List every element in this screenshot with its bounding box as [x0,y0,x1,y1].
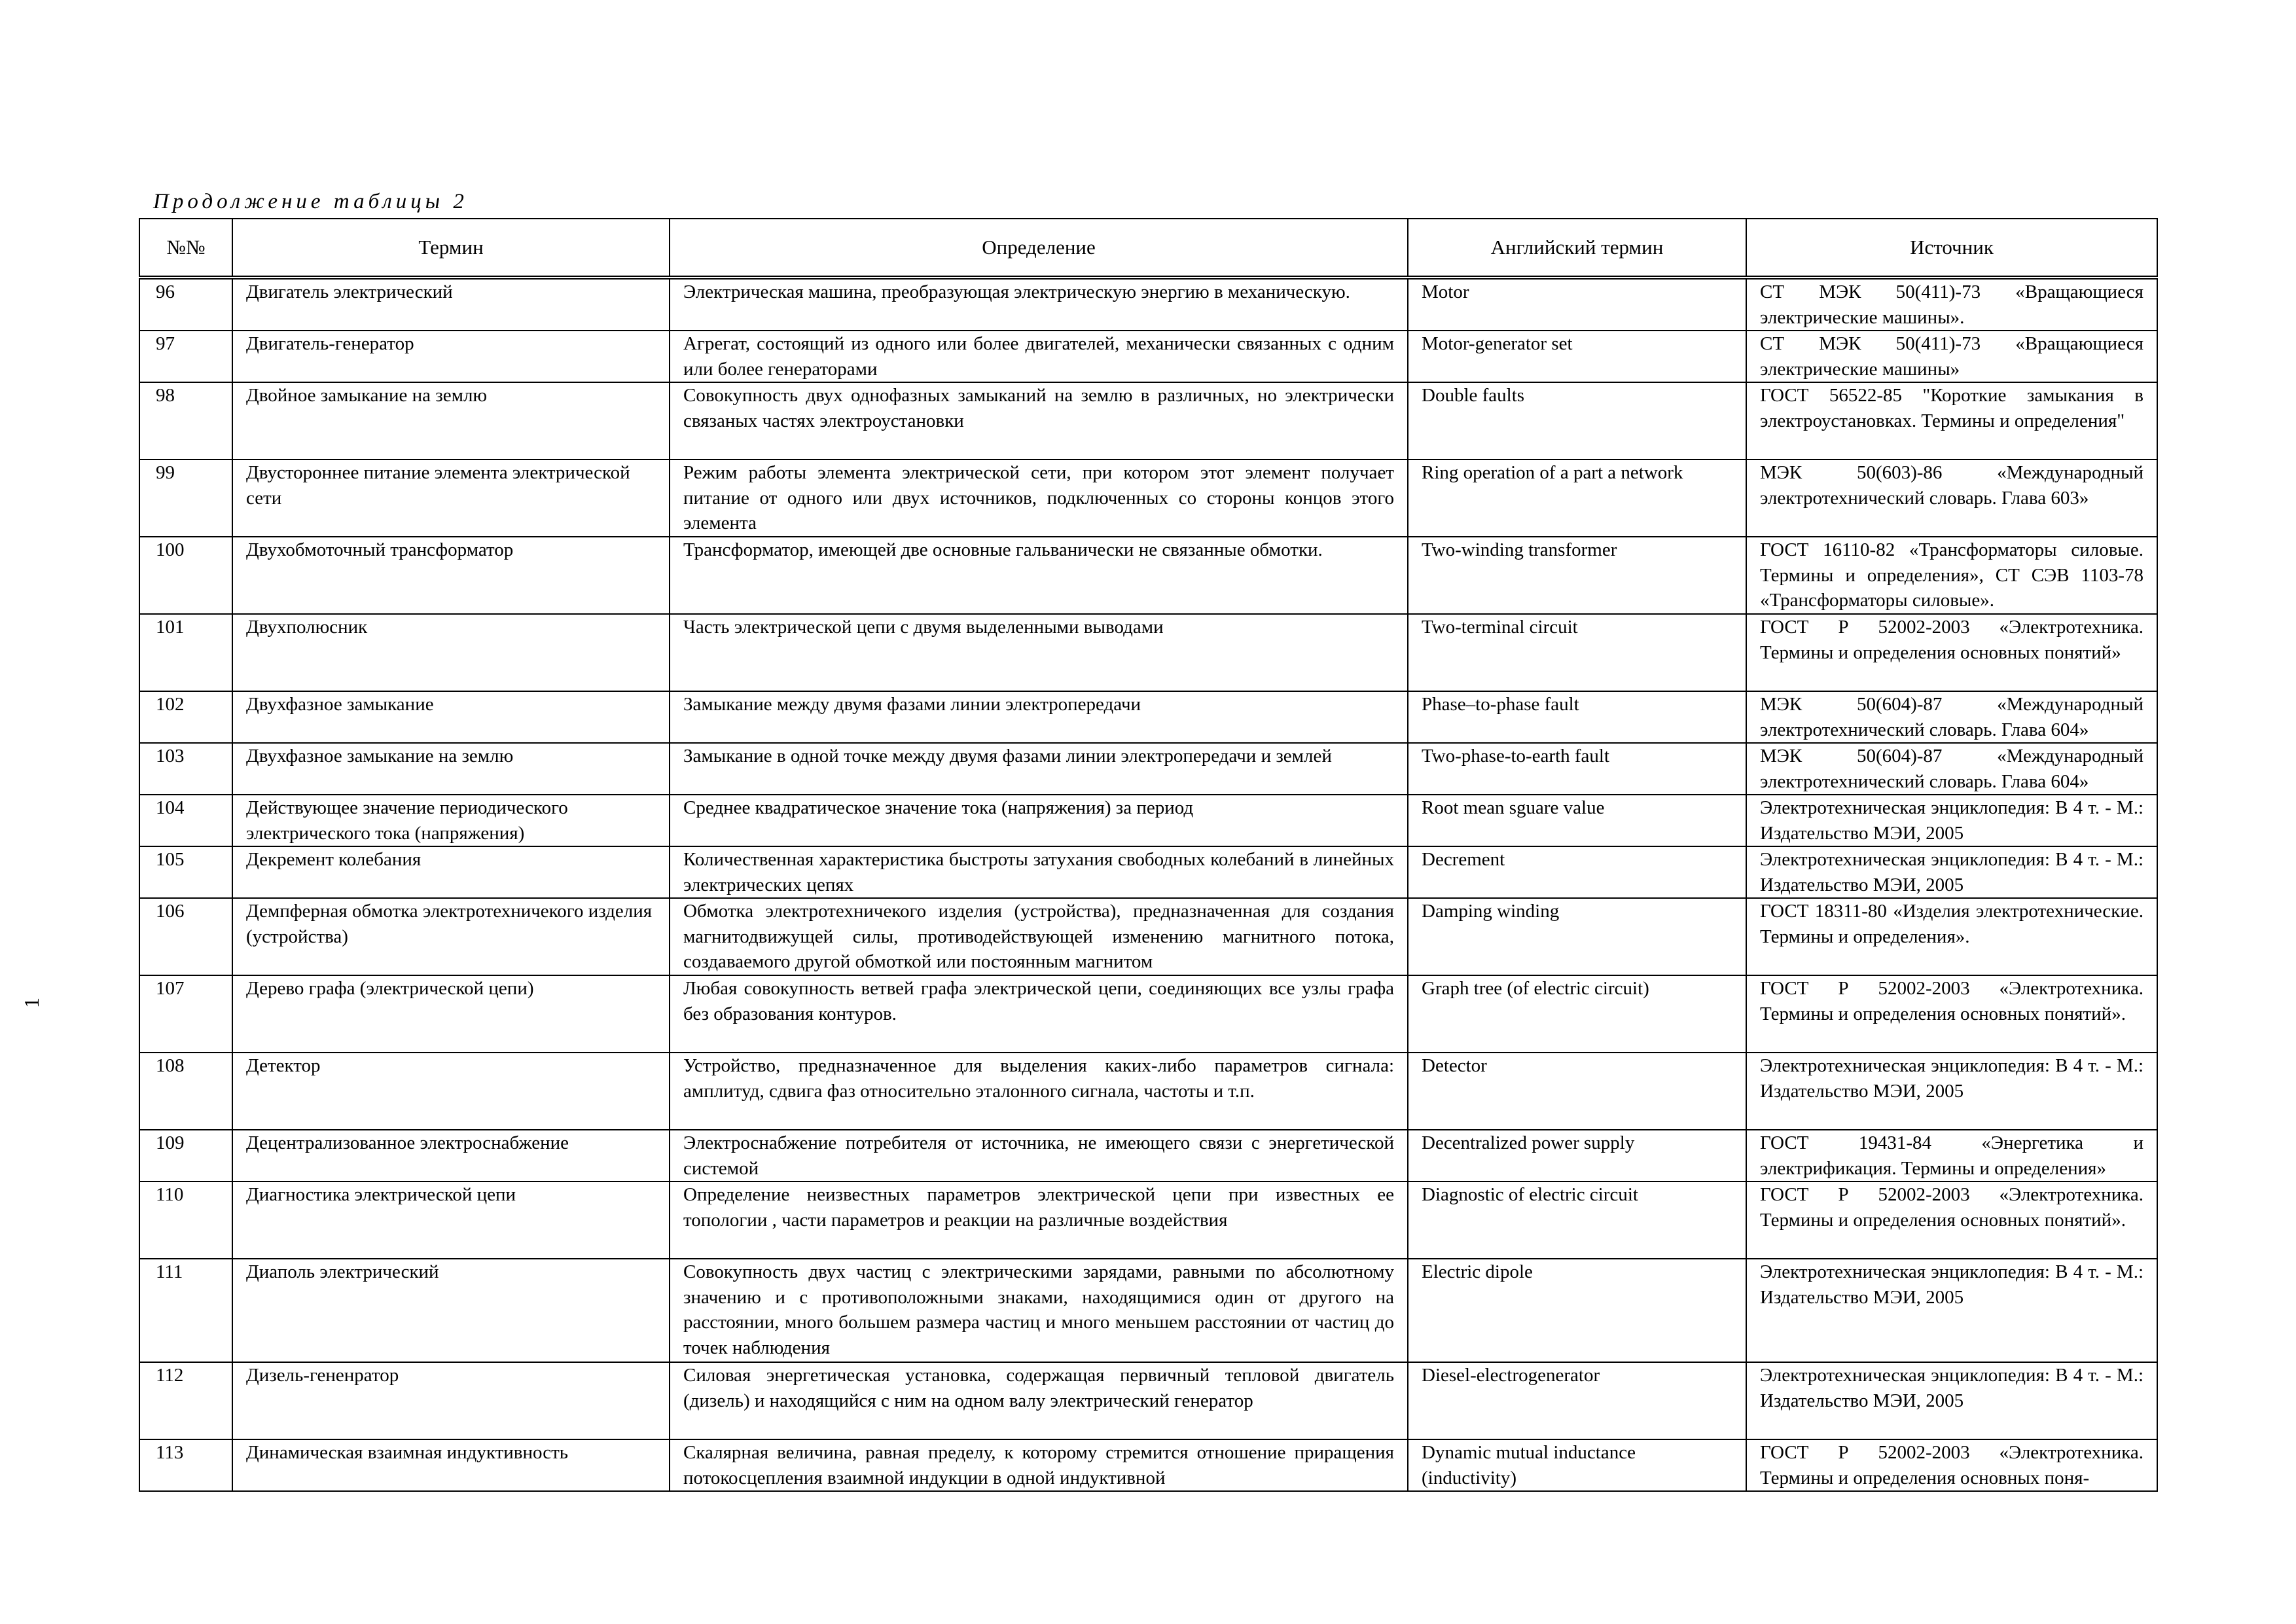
table-body [139,278,2157,1491]
term-cell: Децентрализованное электроснабжение [232,1130,670,1182]
english-term-cell: Diagnostic of electric circuit [1408,1182,1746,1259]
table-row [139,691,2157,743]
row-number-cell: 106 [139,898,232,975]
table-row [139,331,2157,382]
header-english-term: Английский термин [1408,219,1746,278]
term-cell: Детектор [232,1053,670,1130]
table-row [139,382,2157,460]
row-number-cell: 112 [139,1362,232,1439]
table-row [139,460,2157,537]
row-number-cell: 99 [139,460,232,537]
table-row [139,1130,2157,1182]
term-cell: Двухобмоточный трансформатор [232,537,670,614]
source-cell: ГОСТ Р 52002-2003 «Электротехника. Термины и определения основных поня- [1746,1439,2157,1491]
table-caption: Продолжение таблицы 2 [153,190,468,213]
source-cell: ГОСТ Р 52002-2003 «Электротехника. Термины и определения основных понятий». [1746,975,2157,1053]
table-row [139,614,2157,691]
english-term-cell: Root mean sguare value [1408,795,1746,846]
header-term: Термин [232,219,670,278]
term-cell: Диагностика электрической цепи [232,1182,670,1259]
definition-cell: Совокупность двух частиц с электрическими зарядами, равными по абсолютному значению и с противоположными знаками, находящимися один от другого на расстоянии, много большем размера частиц и много меньшем расстоянии от частиц до точек наблюдения [670,1259,1408,1362]
term-cell: Дерево графа (электрической цепи) [232,975,670,1053]
row-number-cell: 97 [139,331,232,382]
source-cell: Электротехническая энциклопедия: В 4 т. - М.: Издательство МЭИ, 2005 [1746,1362,2157,1439]
definition-cell: Устройство, предназначенное для выделения каких-либо параметров сигнала: амплитуд, сдвига фаз относительно эталонного сигнала, частоты и т.п. [670,1053,1408,1130]
term-cell: Двустороннее питание элемента электрической сети [232,460,670,537]
row-number-cell: 111 [139,1259,232,1362]
term-cell: Диаполь электрический [232,1259,670,1362]
row-number-cell: 103 [139,743,232,795]
row-number-cell: 96 [139,278,232,331]
definition-cell: Скалярная величина, равная пределу, к которому стремится отношение приращения потокосцепления взаимной индукции в одной индуктивной [670,1439,1408,1491]
english-term-cell: Two-terminal circuit [1408,614,1746,691]
definition-cell: Любая совокупность ветвей графа электрической цепи, соединяющих все узлы графа без образования контуров. [670,975,1408,1053]
term-cell: Демпферная обмотка электротехничекого изделия (устройства) [232,898,670,975]
english-term-cell: Electric dipole [1408,1259,1746,1362]
term-cell: Двухфазное замыкание [232,691,670,743]
source-cell: ГОСТ 56522-85 "Короткие замыкания в электроустановках. Термины и определения" [1746,382,2157,460]
header-source: Источник [1746,219,2157,278]
definition-cell: Определение неизвестных параметров электрической цепи при известных ее топологии , части параметров и реакции на различные воздействия [670,1182,1408,1259]
english-term-cell: Double faults [1408,382,1746,460]
definition-cell: Количественная характеристика быстроты затухания свободных колебаний в линейных электрических цепях [670,846,1408,898]
table-row [139,898,2157,975]
source-cell: СТ МЭК 50(411)-73 «Вращающиеся электрические машины». [1746,278,2157,331]
english-term-cell: Decrement [1408,846,1746,898]
definition-cell: Силовая энергетическая установка, содержащая первичный тепловой двигатель (дизель) и находящийся с ним на одном валу электрический генератор [670,1362,1408,1439]
table-row [139,537,2157,614]
source-cell: ГОСТ 19431-84 «Энергетика и электрификация. Термины и определения» [1746,1130,2157,1182]
term-cell: Действующее значение периодического электрического тока (напряжения) [232,795,670,846]
english-term-cell: Motor [1408,278,1746,331]
term-cell: Динамическая взаимная индуктивность [232,1439,670,1491]
english-term-cell: Detector [1408,1053,1746,1130]
row-number-cell: 110 [139,1182,232,1259]
table-row [139,1053,2157,1130]
table-row [139,846,2157,898]
english-term-cell: Motor-generator set [1408,331,1746,382]
definition-cell: Электроснабжение потребителя от источника, не имеющего связи с энергетической системой [670,1130,1408,1182]
english-term-cell: Two-winding transformer [1408,537,1746,614]
english-term-cell: Diesel-electrogenerator [1408,1362,1746,1439]
definition-cell: Совокупность двух однофазных замыканий на землю в различных, но электрически связаных частях электроустановки [670,382,1408,460]
table-row [139,1182,2157,1259]
definition-cell: Замыкание в одной точке между двумя фазами линии электропередачи и землей [670,743,1408,795]
source-cell: СТ МЭК 50(411)-73 «Вращающиеся электрические машины» [1746,331,2157,382]
row-number-cell: 109 [139,1130,232,1182]
row-number-cell: 107 [139,975,232,1053]
row-number-cell: 108 [139,1053,232,1130]
definition-cell: Обмотка электротехничекого изделия (устройства), предназначенная для создания магнитодвижущей силы, противодействующей изменению магнитного потока, создаваемого другой обмоткой или постоянным магнитом [670,898,1408,975]
source-cell: ГОСТ Р 52002-2003 «Электротехника. Термины и определения основных понятий». [1746,1182,2157,1259]
page-number: 1 [20,998,43,1008]
source-cell: МЭК 50(603)-86 «Международный электротехнический словарь. Глава 603» [1746,460,2157,537]
english-term-cell: Ring operation of a part a network [1408,460,1746,537]
definition-cell: Режим работы элемента электрической сети, при котором этот элемент получает питание от одного или двух источников, подключенных со стороны концов этого элемента [670,460,1408,537]
definition-cell: Часть электрической цепи с двумя выделенными выводами [670,614,1408,691]
english-term-cell: Phase–to-phase fault [1408,691,1746,743]
english-term-cell: Damping winding [1408,898,1746,975]
term-cell: Двигатель электрический [232,278,670,331]
definition-cell: Трансформатор, имеющей две основные гальванически не связанные обмотки. [670,537,1408,614]
row-number-cell: 113 [139,1439,232,1491]
source-cell: ГОСТ Р 52002-2003 «Электротехника. Термины и определения основных понятий» [1746,614,2157,691]
source-cell: МЭК 50(604)-87 «Международный электротехнический словарь. Глава 604» [1746,691,2157,743]
terms-table [139,218,2158,1492]
header-definition: Определение [670,219,1408,278]
row-number-cell: 105 [139,846,232,898]
source-cell: ГОСТ 18311-80 «Изделия электротехнические. Термины и определения». [1746,898,2157,975]
term-cell: Двойное замыкание на землю [232,382,670,460]
term-cell: Двухфазное замыкание на землю [232,743,670,795]
row-number-cell: 101 [139,614,232,691]
table-row [139,743,2157,795]
english-term-cell: Decentralized power supply [1408,1130,1746,1182]
table-row [139,1439,2157,1491]
definition-cell: Агрегат, состоящий из одного или более двигателей, механически связанных с одним или более генераторами [670,331,1408,382]
english-term-cell: Two-phase-to-earth fault [1408,743,1746,795]
source-cell: ГОСТ 16110-82 «Трансформаторы силовые. Термины и определения», СТ СЭВ 1103-78 «Трансформаторы силовые». [1746,537,2157,614]
term-cell: Двухполюсник [232,614,670,691]
table-row [139,1362,2157,1439]
row-number-cell: 104 [139,795,232,846]
term-cell: Декремент колебания [232,846,670,898]
header-number: №№ [139,219,232,278]
definition-cell: Замыкание между двумя фазами линии электропередачи [670,691,1408,743]
table-row [139,1259,2157,1362]
definition-cell: Среднее квадратическое значение тока (напряжения) за период [670,795,1408,846]
table-row [139,975,2157,1053]
source-cell: Электротехническая энциклопедия: В 4 т. - М.: Издательство МЭИ, 2005 [1746,1259,2157,1362]
row-number-cell: 98 [139,382,232,460]
table-row [139,278,2157,331]
term-cell: Двигатель-генератор [232,331,670,382]
row-number-cell: 100 [139,537,232,614]
source-cell: МЭК 50(604)-87 «Международный электротехнический словарь. Глава 604» [1746,743,2157,795]
row-number-cell: 102 [139,691,232,743]
table-header-row [139,219,2157,278]
source-cell: Электротехническая энциклопедия: В 4 т. - М.: Издательство МЭИ, 2005 [1746,846,2157,898]
definition-cell: Электрическая машина, преобразующая электрическую энергию в механическую. [670,278,1408,331]
english-term-cell: Graph tree (of electric circuit) [1408,975,1746,1053]
english-term-cell: Dynamic mutual inductance (inductivity) [1408,1439,1746,1491]
source-cell: Электротехническая энциклопедия: В 4 т. - М.: Издательство МЭИ, 2005 [1746,1053,2157,1130]
source-cell: Электротехническая энциклопедия: В 4 т. - М.: Издательство МЭИ, 2005 [1746,795,2157,846]
term-cell: Дизель-гененратор [232,1362,670,1439]
table-row [139,795,2157,846]
